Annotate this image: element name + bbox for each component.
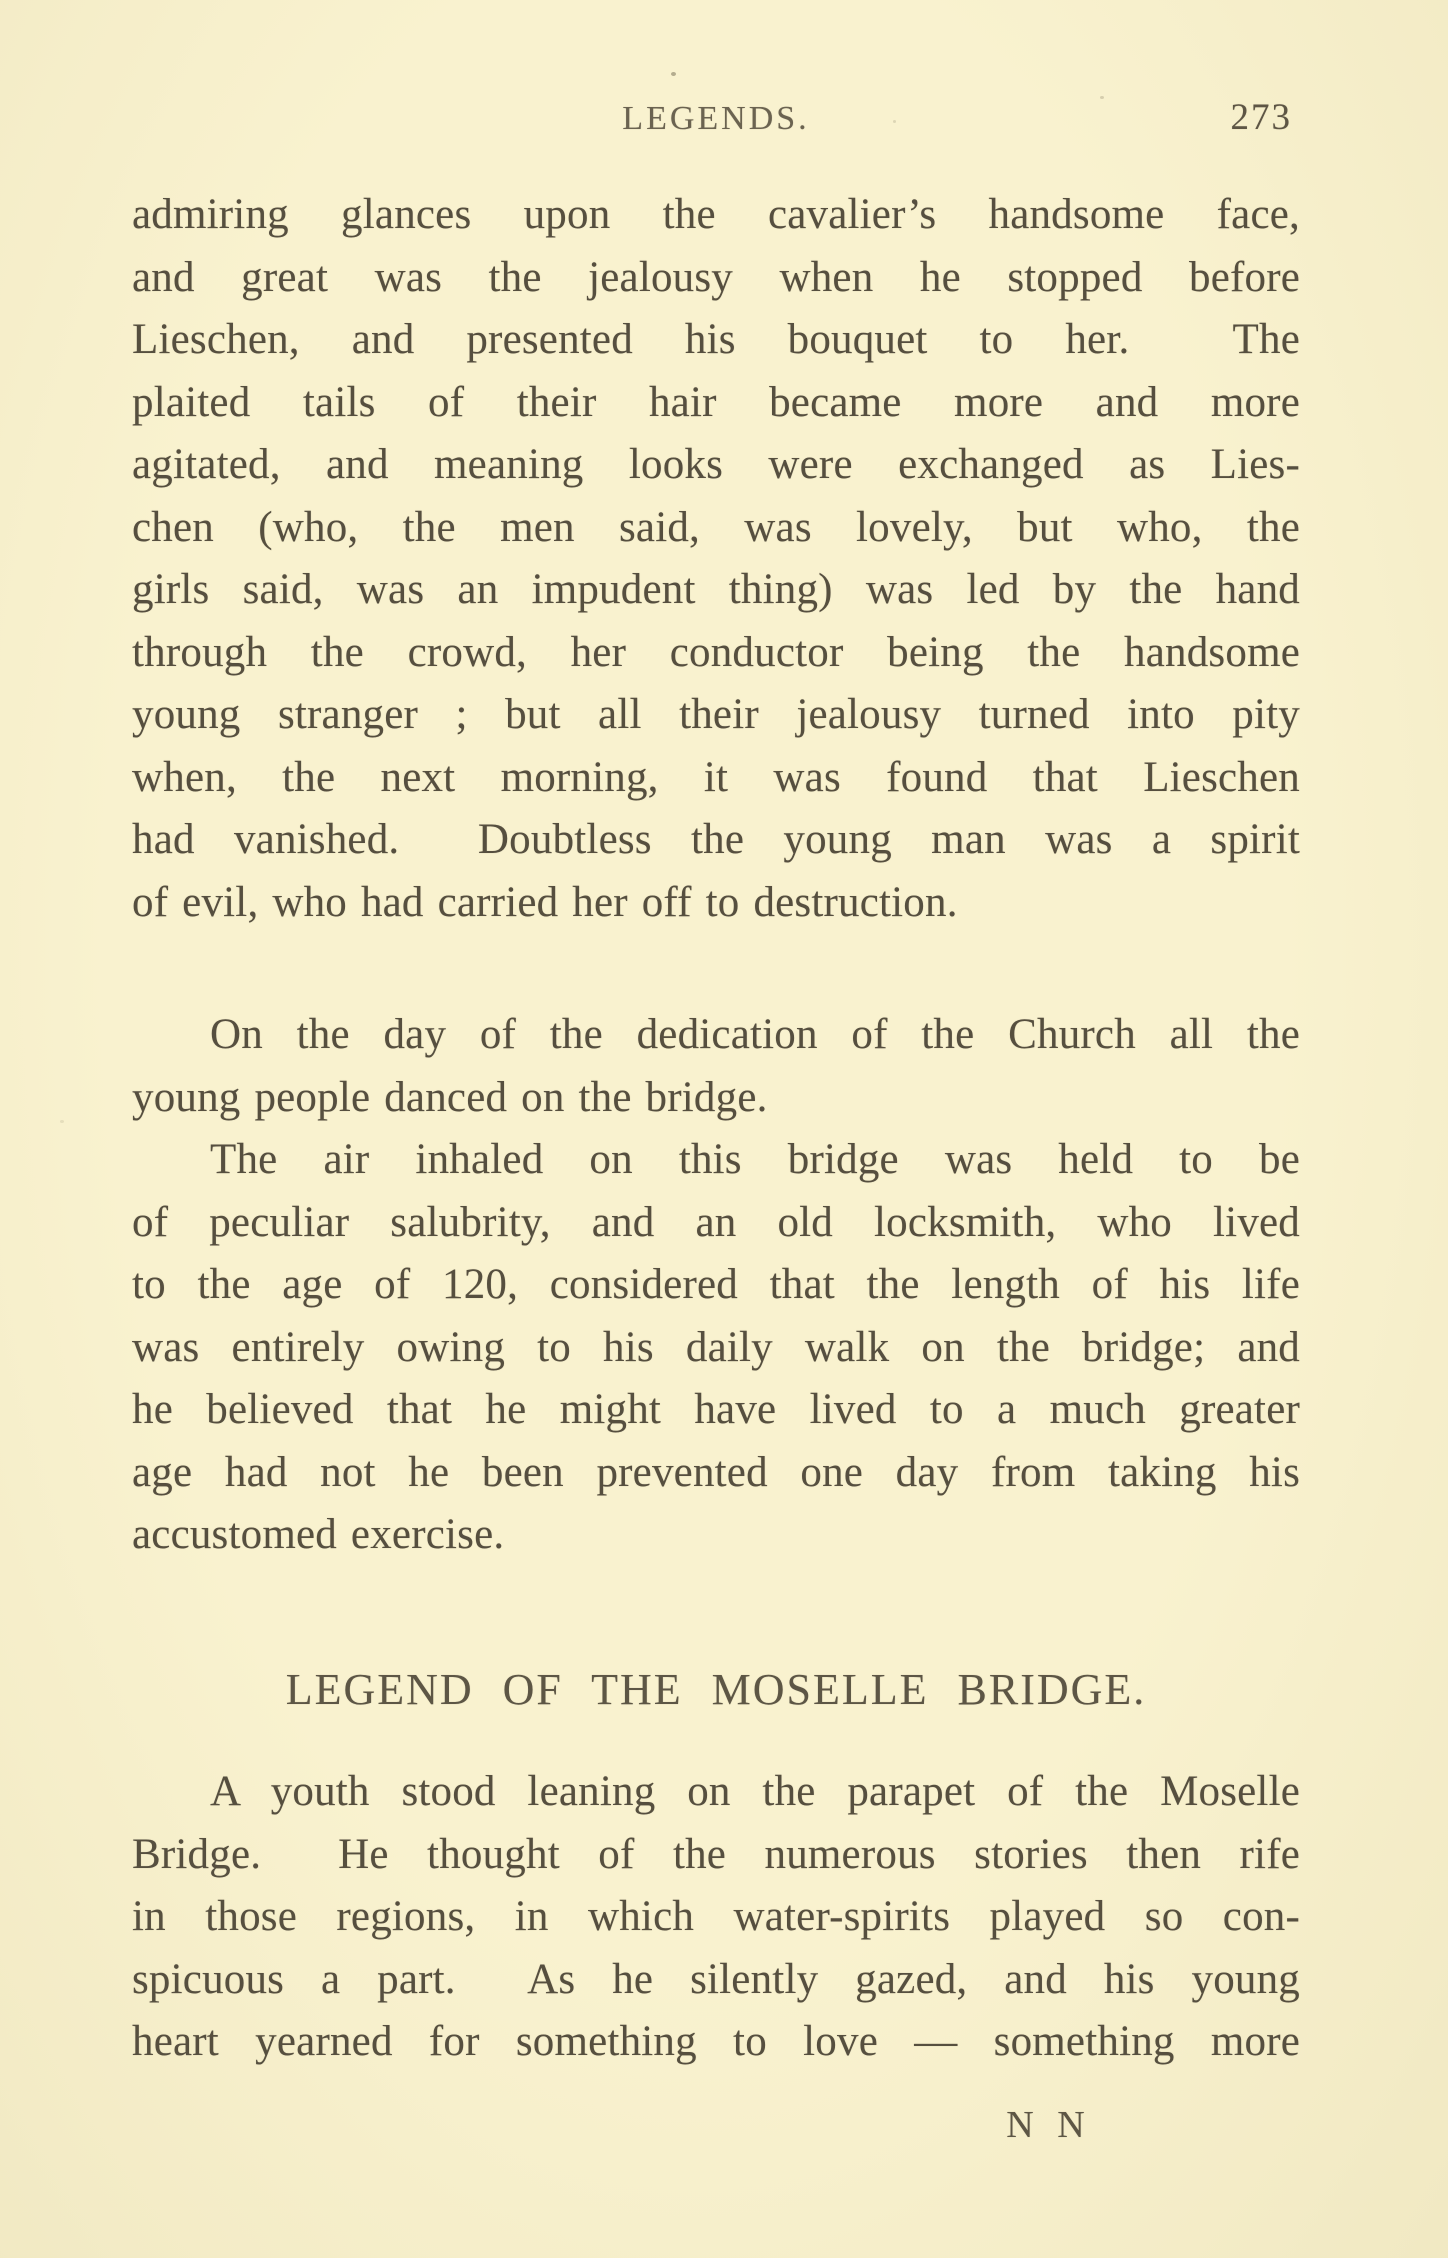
text-line: he believed that he might have lived to a much greater: [132, 1386, 1300, 1433]
text-line: young people danced on the bridge.: [132, 1073, 768, 1121]
text-line: when, the next morning, it was found that Lieschen: [132, 753, 1300, 801]
paragraph-group: [132, 1004, 1300, 1567]
text-line: girls said, was an impudent thing) was led by the hand: [132, 566, 1300, 613]
printer-signature-mark: N N: [1006, 2104, 1086, 2146]
text-line: The air inhaled on this bridge was held to be: [210, 1136, 1300, 1183]
text-line: in those regions, in which water-spirits played so con-: [132, 1893, 1300, 1940]
section-heading: LEGEND OF THE MOSELLE BRIDGE.: [285, 1665, 1147, 1714]
text-line: Lieschen, and presented his bouquet to her. The: [132, 316, 1300, 363]
text-line: spicuous a part. As he silently gazed, and his young: [132, 1955, 1300, 2003]
text-line: plaited tails of their hair became more and more: [132, 378, 1300, 426]
text-line: to the age of 120, considered that the length of his life: [132, 1261, 1300, 1308]
dust-speck: [1100, 96, 1104, 99]
paragraph-continuation: [132, 184, 1300, 934]
text-line: of peculiar salubrity, and an old locksmith, who lived: [132, 1198, 1300, 1246]
paragraph-legend-moselle: [132, 1761, 1300, 2074]
text-line: young stranger ; but all their jealousy turned into pity: [132, 691, 1300, 738]
text-line: through the crowd, her conductor being the handsome: [132, 628, 1300, 676]
dust-speck: [893, 120, 896, 123]
text-line: of evil, who had carried her off to destruction.: [132, 878, 958, 926]
text-line: A youth stood leaning on the parapet of the Moselle: [210, 1768, 1300, 1815]
text-line: admiring glances upon the cavalier’s handsome face,: [132, 191, 1300, 238]
dust-speck: [60, 1120, 64, 1123]
text-line: On the day of the dedication of the Church all the: [210, 1011, 1300, 1058]
page-number: 273: [1230, 97, 1292, 138]
text-line: agitated, and meaning looks were exchanged as Lies-: [132, 441, 1300, 488]
text-line: Bridge. He thought of the numerous stories then rife: [132, 1830, 1300, 1878]
dust-speck: [671, 72, 676, 76]
text-line: had vanished. Doubtless the young man was a spirit: [132, 816, 1300, 863]
text-line: heart yearned for something to love — something more: [132, 2018, 1300, 2065]
text-line: was entirely owing to his daily walk on the bridge; and: [132, 1323, 1300, 1371]
text-line: and great was the jealousy when he stopped before: [132, 253, 1300, 301]
text-line: accustomed exercise.: [132, 1511, 505, 1558]
text-line: chen (who, the men said, was lovely, but who, the: [132, 503, 1300, 551]
text-line: age had not he been prevented one day from taking his: [132, 1448, 1300, 1496]
running-header-title: LEGENDS.: [622, 100, 810, 137]
